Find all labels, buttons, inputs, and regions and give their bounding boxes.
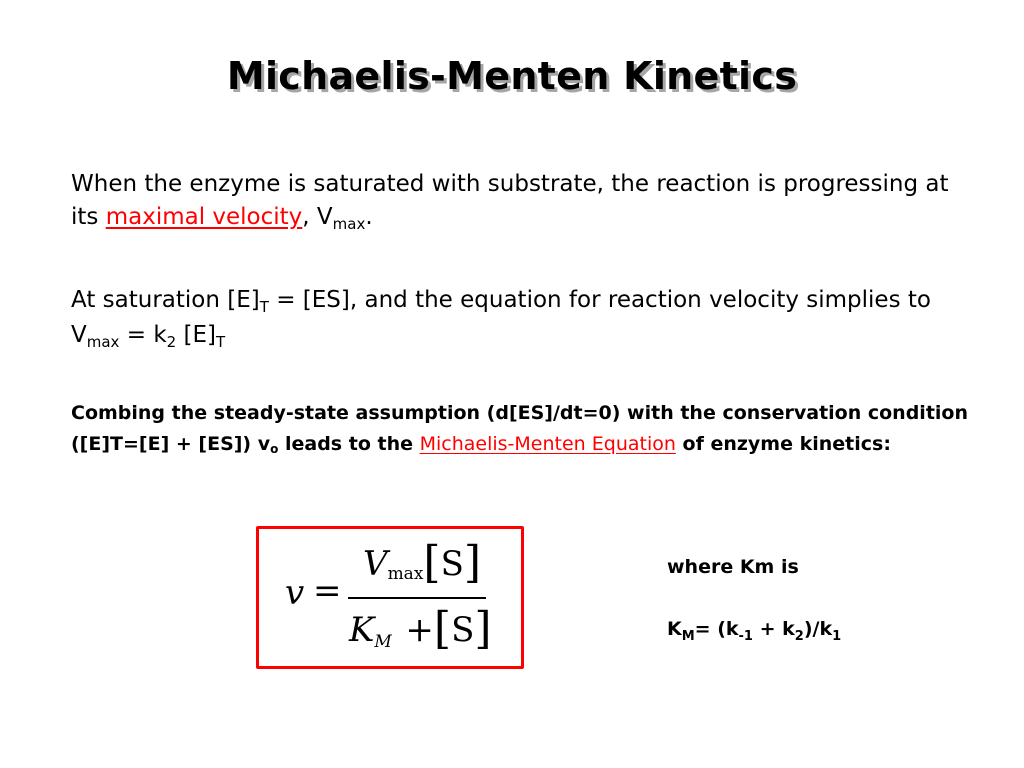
km-sub-1: 1	[832, 629, 842, 644]
maximal-velocity-link[interactable]: maximal velocity	[105, 204, 303, 230]
paragraph3-end: of enzyme kinetics:	[675, 433, 891, 455]
michaelis-menten-equation-link[interactable]: Michaelis-Menten Equation	[419, 433, 676, 455]
paragraph-saturation	[71, 284, 961, 354]
km-mid1: = (k	[694, 618, 739, 640]
paragraph2-sub3: 2	[166, 333, 177, 351]
where-km-label: where Km is	[667, 556, 799, 578]
paragraph2-sub2: max	[86, 333, 120, 351]
km-sub-m: M	[681, 629, 695, 644]
denominator-k: K	[349, 610, 375, 650]
paragraph2-part2: = [ES], and the equation for reaction velocity simplies to V	[71, 287, 931, 348]
paragraph-steady-state	[71, 398, 971, 462]
paragraph1-text: When the enzyme is saturated with substrate, the reaction is progressing at its	[71, 171, 949, 230]
numerator-bracket-close: ]	[463, 537, 482, 588]
km-mid2: + k	[752, 618, 795, 640]
equation-denominator	[349, 601, 492, 652]
numerator-s: S	[440, 544, 464, 584]
numerator-max: max	[387, 564, 424, 584]
equation-box	[256, 526, 524, 669]
paragraph1-vmax: , V	[302, 204, 333, 230]
denominator-bracket-open: [	[433, 603, 452, 654]
paragraph2-part4: [E]	[176, 322, 216, 348]
equation-equals: =	[313, 571, 342, 611]
km-mid3: )/k	[803, 618, 833, 640]
paragraph3-mid: leads to the	[278, 433, 420, 455]
km-k: K	[667, 618, 682, 640]
paragraph2-sub4: T	[215, 333, 226, 351]
numerator-v: V	[363, 544, 388, 584]
km-sub-2: 2	[794, 629, 804, 644]
equation-numerator	[363, 535, 481, 586]
paragraph2-sub1: T	[259, 298, 269, 316]
slide-title: Michaelis-Menten Kinetics	[226, 54, 798, 98]
km-sub-minus1: -1	[738, 629, 753, 644]
denominator-bracket-close: ]	[474, 603, 492, 654]
denominator-m: M	[374, 632, 392, 652]
fraction-bar	[348, 597, 486, 599]
paragraph1-end: .	[365, 204, 373, 230]
paragraph2-part3: = k	[119, 322, 167, 348]
numerator-bracket-open: [	[423, 537, 441, 588]
paragraph3-sub-o: o	[270, 442, 279, 456]
paragraph1-vmax-sub: max	[332, 215, 366, 233]
paragraph-maximal-velocity	[71, 168, 961, 236]
equation-lhs: v	[285, 573, 305, 613]
paragraph2-part1: At saturation [E]	[71, 287, 260, 313]
paragraph3-text: Combing the steady-state assumption (d[ES]/dt=0) with the conservation condition ([E]T=[E] + [ES]) v	[71, 402, 968, 455]
km-formula	[667, 618, 842, 644]
denominator-s: S	[451, 610, 475, 650]
denominator-plus: +	[405, 610, 434, 650]
